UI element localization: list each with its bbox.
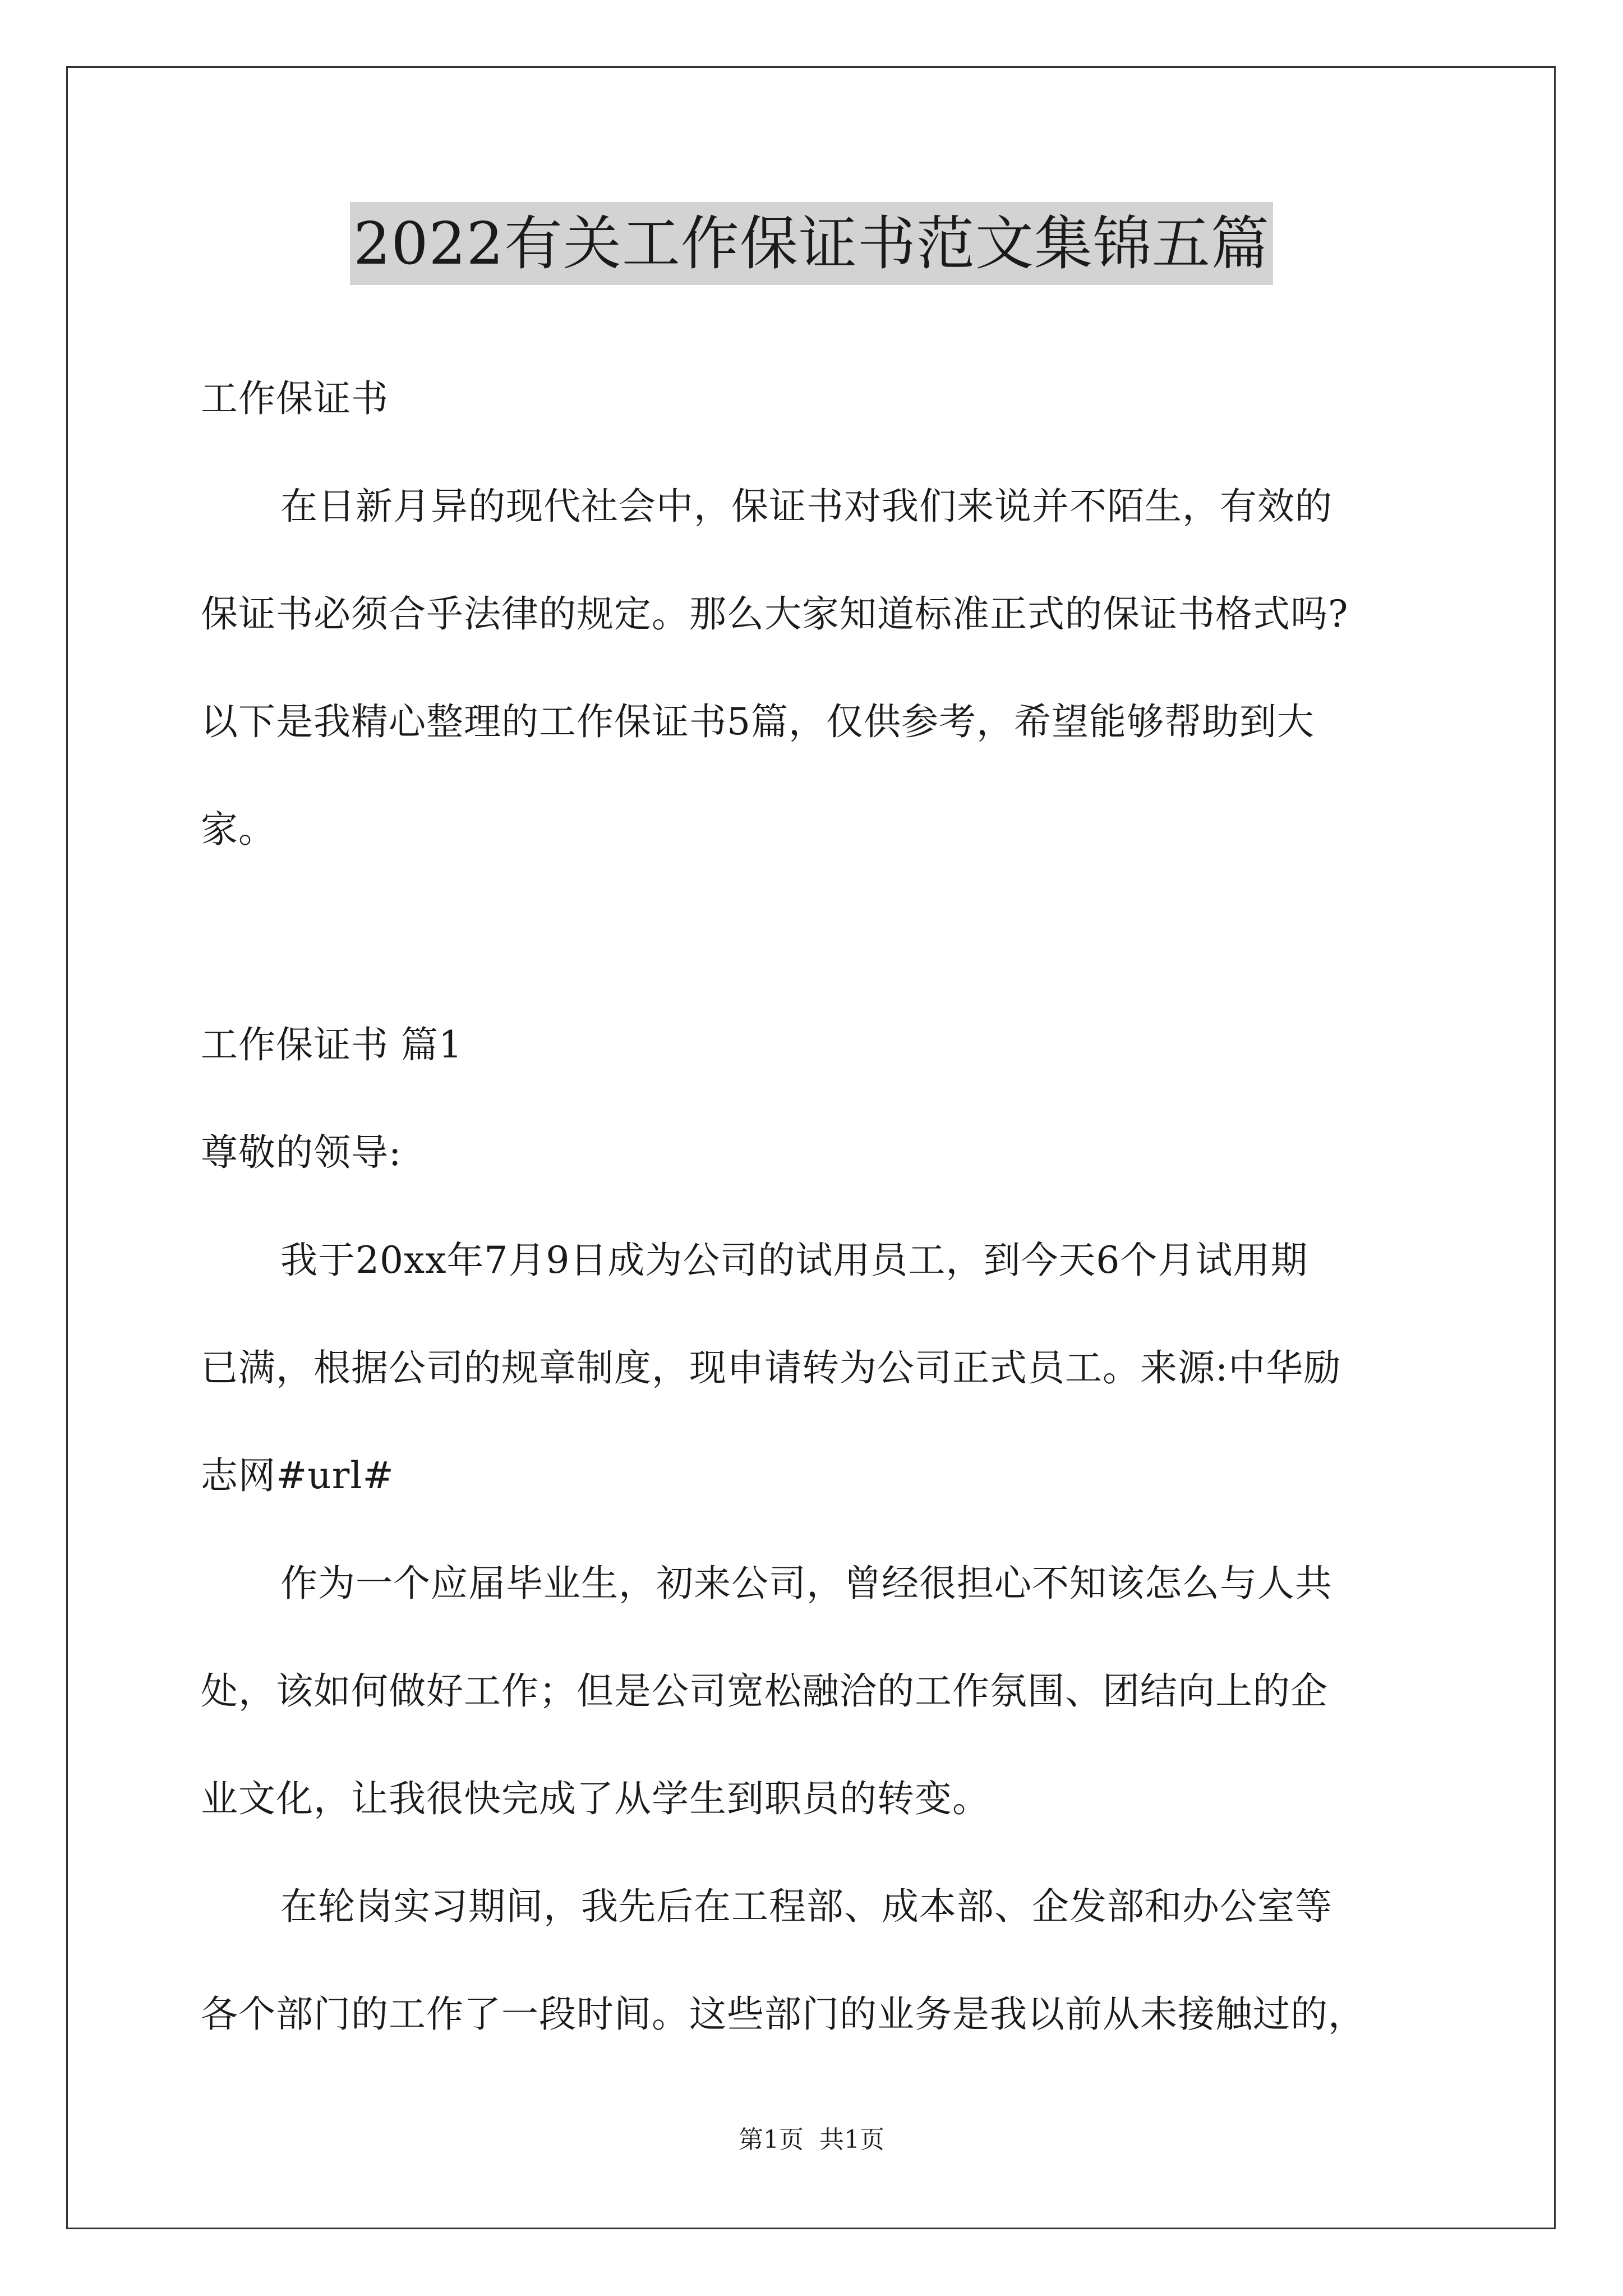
- document-title: 2022有关工作保证书范文集锦五篇: [350, 202, 1273, 285]
- paragraph-line: 家。: [201, 808, 276, 851]
- paragraph-line: 在轮岗实习期间，我先后在工程部、成本部、企发部和办公室等: [280, 1885, 1332, 1928]
- document-body: [201, 345, 1435, 2068]
- paragraph-line: 我于20xx年7月9日成为公司的试用员工，到今天6个月试用期: [280, 1239, 1308, 1282]
- paragraph-line: 各个部门的工作了一段时间。这些部门的业务是我以前从未接触过的，: [201, 1993, 1366, 2036]
- page-number-total: 共1页: [819, 2125, 884, 2154]
- title-area: [0, 202, 1623, 285]
- salutation: 尊敬的领导:: [201, 1131, 402, 1174]
- paragraph-line: 志网#url#: [201, 1454, 394, 1497]
- paragraph-line: 在日新月异的现代社会中，保证书对我们来说并不陌生，有效的: [280, 485, 1332, 528]
- page-footer: [0, 2123, 1623, 2157]
- page-number-current: 第1页: [739, 2125, 804, 2154]
- paragraph-line: 业文化，让我很快完成了从学生到职员的转变。: [201, 1777, 990, 1820]
- paragraph-line: 已满，根据公司的规章制度，现申请转为公司正式员工。来源:中华励: [201, 1346, 1341, 1389]
- section-heading: 工作保证书: [201, 377, 389, 420]
- blank-line: [201, 884, 1435, 991]
- paragraph-line: 以下是我精心整理的工作保证书5篇，仅供参考，希望能够帮助到大: [201, 700, 1315, 743]
- paragraph-line: 作为一个应届毕业生，初来公司，曾经很担心不知该怎么与人共: [280, 1562, 1332, 1605]
- paragraph-line: 保证书必须合乎法律的规定。那么大家知道标准正式的保证书格式吗?: [201, 592, 1349, 636]
- section-heading: 工作保证书 篇1: [201, 1023, 463, 1066]
- paragraph-line: 处，该如何做好工作；但是公司宽松融洽的工作氛围、团结向上的企: [201, 1669, 1328, 1713]
